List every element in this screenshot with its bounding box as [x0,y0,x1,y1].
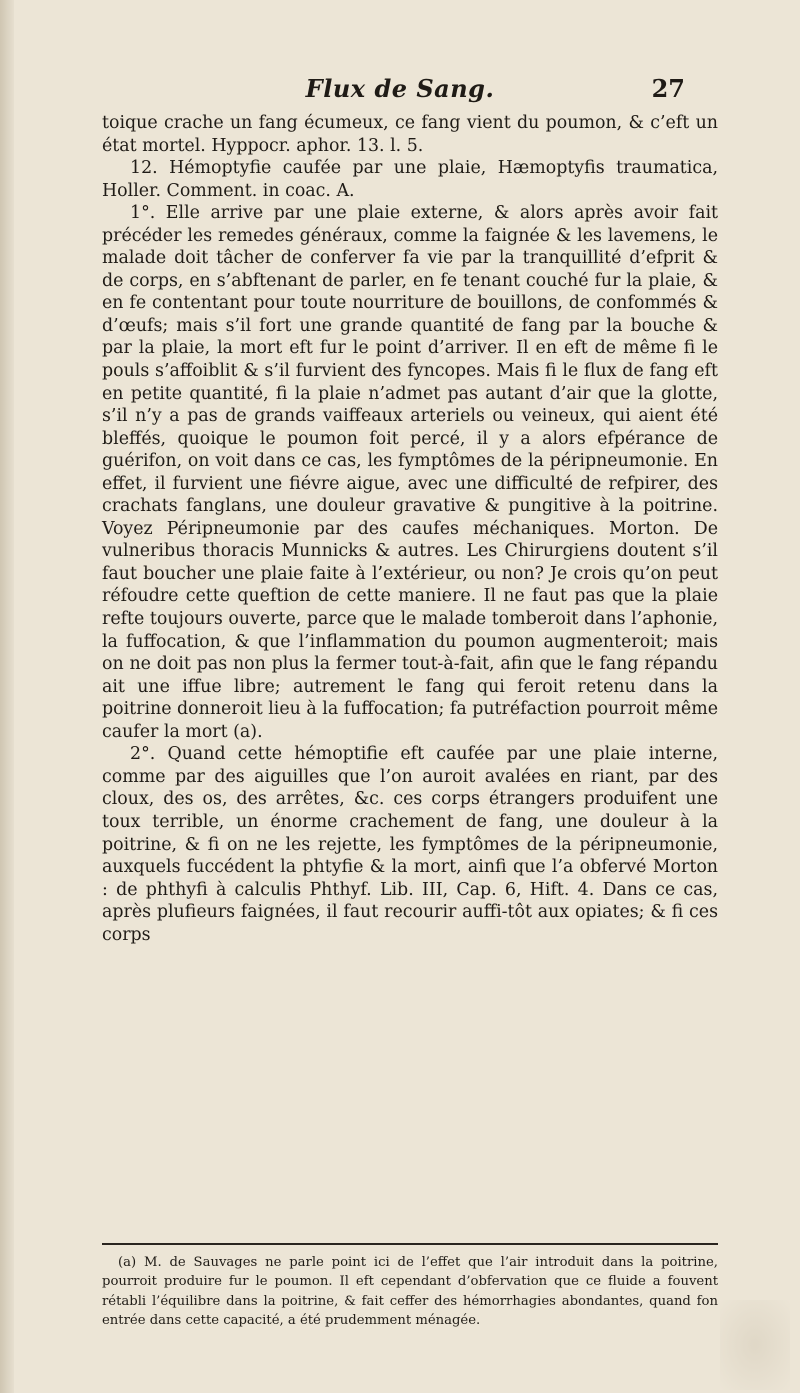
footnote: (a) M. de Sauvages ne parle point ici de l’effet que l’air introduit dans la poitrine, pourroit produire fur le poumon. Il eft cependant d’obfervation que ce fluide a fouvent rétabli l’équilibre dans la poitrine, & fait ceffer des hémorrhagies abondantes, quand fon entrée dans cette capacité, a été prudemment ménagée. [102,1255,718,1329]
page-number: 27 [651,74,685,103]
footnote-rule [102,1243,718,1245]
paragraph-section-12: 12. Hémoptyfie caufée par une plaie, Hæmoptyfis traumatica, Holler. Comment. in coac. A. [102,158,718,201]
paper-stain [720,1300,790,1390]
page-gutter-edge [0,0,14,1393]
running-title: Flux de Sang. [305,74,495,103]
page-header [0,68,800,108]
paragraph-continuation: toique crache un fang écumeux, ce fang vient du poumon, & c’eft un état mortel. Hyppocr. aphor. 13. l. 5. [102,113,718,156]
main-text [102,112,718,946]
paragraph-external-wound: 1°. Elle arrive par une plaie externe, & alors après avoir fait précéder les remedes généraux, comme la faignée & les lavemens, le malade doit tâcher de conferver fa vie par la tranquillité d’efprit & de corps, en s’abftenant de parler, en fe tenant couché fur la plaie, & en fe contentant pour toute nourriture de bouillons, de confommés & d’œufs; mais s’il fort une grande quantité de fang par la bouche & par la plaie, la mort eft fur le point d’arriver. Il en eft de même fi le pouls s’affoiblit & s’il furvient des fyncopes. Mais fi le flux de fang eft en petite quantité, fi la plaie n’admet pas autant d’air que la glotte, s’il n’y a pas de grands vaiffeaux arteriels ou veineux, qui aient été bleffés, quoique le poumon foit percé, il y a alors efpérance de guérifon, on voit dans ce cas, les fymptômes de la péripneumonie. En effet, il furvient une fiévre aigue, avec une difficulté de refpirer, des crachats fanglans, une douleur gravative & pungitive à la poitrine. Voyez Péripneumonie par des caufes méchaniques. Morton. De vulneribus thoracis Munnicks & autres. Les Chirurgiens doutent s’il faut boucher une plaie faite à l’extérieur, ou non? Je crois qu’on peut réfoudre cette queftion de cette maniere. Il ne faut pas que la plaie refte toujours ouverte, parce que le malade tomberoit dans l’aphonie, la fuffocation, & que l’inflammation du poumon augmenteroit; mais on ne doit pas non plus la fermer tout-à-fait, afin que le fang répandu ait une iffue libre; autrement le fang qui feroit retenu dans la poitrine donneroit lieu à la fuffocation; fa putréfaction pourroit même caufer la mort (a). [102,203,718,742]
paragraph-internal-wound: 2°. Quand cette hémoptifie eft caufée par une plaie interne, comme par des aiguilles que l’on auroit avalées en riant, par des cloux, des os, des arrêtes, &c. ces corps étrangers produifent une toux terrible, un énorme crachement de fang, une douleur à la poitrine, & fi on ne les rejette, les fymptômes de la péripneumonie, auxquels fuccédent la phtyfie & la mort, ainfi que l’a obfervé Morton : de phthyfi à calculis Phthyf. Lib. III, Cap. 6, Hift. 4. Dans ce cas, après plufieurs faignées, il faut recourir auffi-tôt aux opiates; & fi ces corps [102,744,718,945]
